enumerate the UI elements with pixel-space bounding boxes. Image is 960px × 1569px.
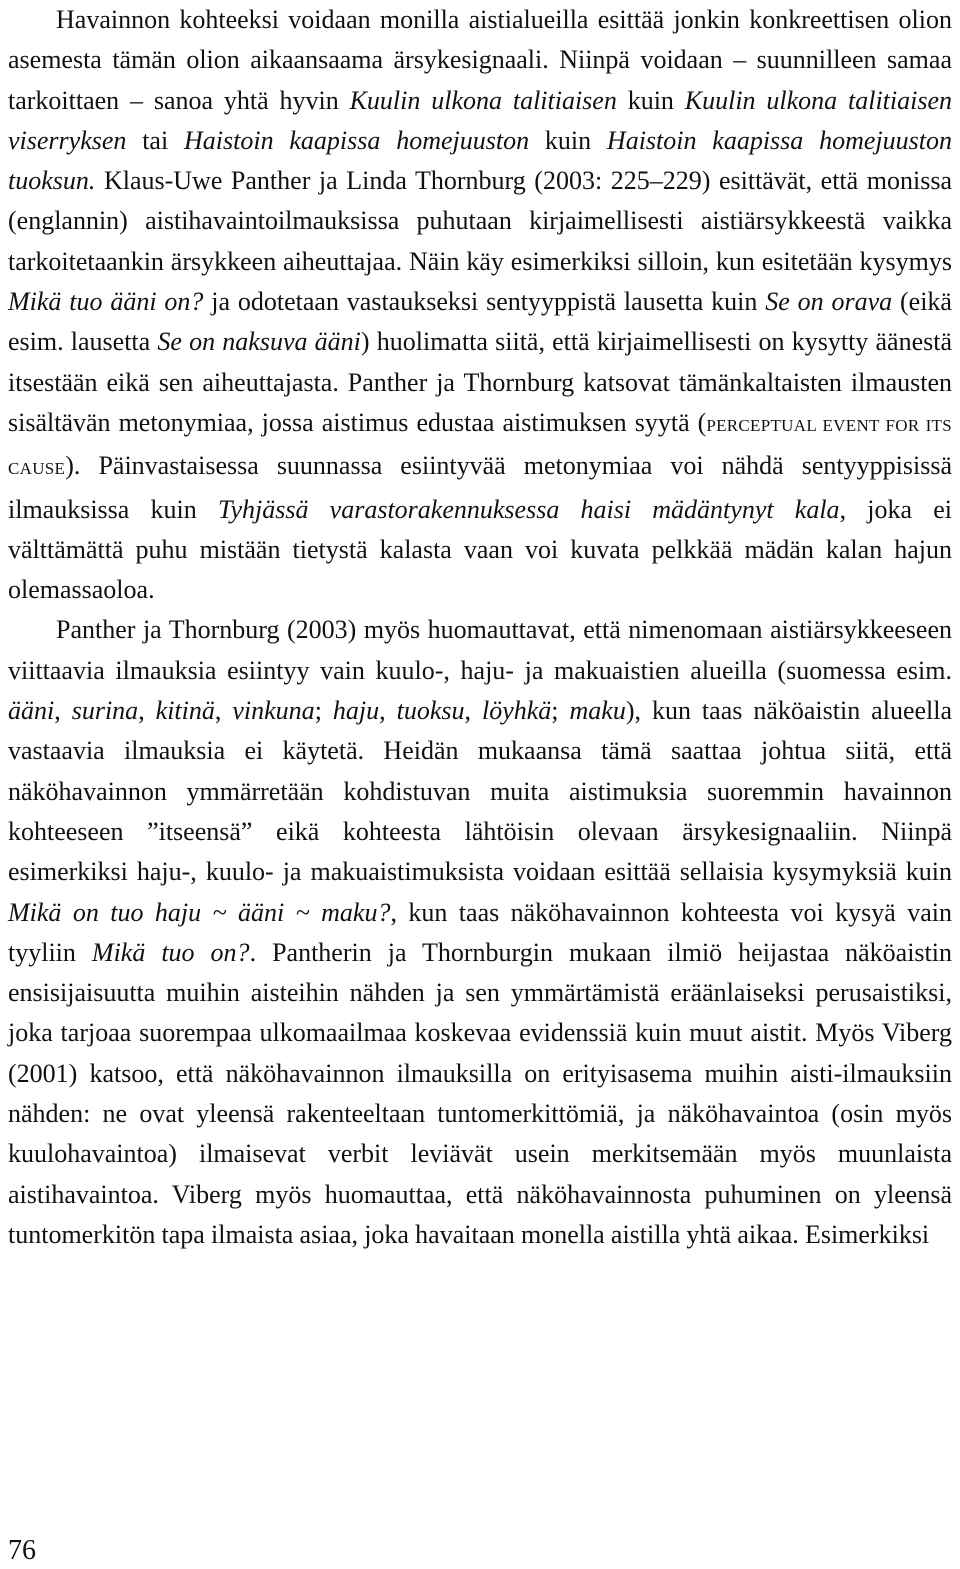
italic-text: Haistoin kaapissa homejuuston tuoksun. [8, 125, 952, 196]
text-run: , [54, 696, 72, 726]
italic-text: Se on naksuva ääni [157, 327, 361, 357]
italic-text: Se on orava [765, 287, 893, 317]
italic-text: surina [71, 696, 139, 726]
italic-text: Haistoin kaapissa homejuuston [184, 125, 530, 155]
italic-text: Mikä tuo on? [91, 937, 250, 967]
italic-text: ääni [8, 696, 55, 726]
italic-text: kitinä [155, 696, 215, 726]
text-run: , [464, 696, 482, 726]
italic-text: Mikä tuo ääni on? [8, 287, 204, 317]
italic-text: haju [332, 696, 380, 726]
small-caps-text: PERCEPTUAL EVENT FOR ITS CAUSE [8, 415, 952, 479]
text-run: , joka ei välttämättä puhu mistään tietystä kalasta vaan voi kuvata pelkkää mädän kalan hajun olemassaoloa. [8, 494, 952, 605]
italic-text: maku [569, 696, 626, 726]
text-run: (eikä esim. lausetta [8, 287, 952, 357]
paragraph-1 [8, 0, 952, 610]
text-run: ). Päinvastaisessa suunnassa esiintyvää metonymiaa voi nähdä sentyyppisissä ilmauksissa kuin [8, 451, 952, 524]
text-run: Havainnon kohteeksi voidaan monilla aistialueilla esittää jonkin konkreettisen olion asemesta tämän olion aikaansaama ärsykesignaali. Niinpä voidaan – suunnilleen samaa tarkoittaen – sanoa yhtä hyvin [8, 5, 952, 115]
italic-text: Kuulin ulkona talitiaisen [349, 85, 617, 115]
text-run: Panther ja Thornburg (2003) myös huomauttavat, että nimenomaan aistiärsykkeeseen viittaavia ilmauksia esiintyy vain kuulo-, haju- ja makuaistien alueilla (suomessa esim. [8, 615, 952, 685]
text-run: , [379, 696, 397, 726]
italic-text: Tyhjässä varastorakennuksessa haisi mädäntynyt kala [217, 494, 840, 524]
text-run: , [214, 696, 233, 726]
text-run: tai [126, 125, 185, 155]
text-run: , kun taas näköhavainnon kohteesta voi kysyä vain tyyliin [8, 897, 952, 967]
text-run: kuin [616, 85, 685, 115]
text-run: ; [314, 696, 333, 726]
paragraph-2 [8, 610, 952, 1255]
text-run: kuin [529, 125, 607, 155]
text-run: ja odotetaan vastaukseksi sentyyppistä lausetta kuin [203, 287, 766, 317]
italic-text: Kuulin ulkona talitiaisen viserryksen [8, 85, 953, 155]
page-number: 76 [8, 1535, 36, 1566]
text-run: , [138, 696, 156, 726]
italic-text: Mikä on tuo haju ~ ääni ~ maku? [8, 897, 391, 927]
text-run: ; [551, 696, 570, 726]
italic-text: tuoksu [396, 696, 465, 726]
text-run: ) huolimatta siitä, että kirjaimellisesti on kysytty äänestä itsestään eikä sen aiheuttajasta. Panther ja Thornburg katsovat tämänkaltaisten ilmausten sisältävän metonymiaa, jossa aistimus edustaa aistimuksen syytä ( [8, 327, 952, 437]
italic-text: vinkuna [232, 696, 315, 726]
text-run: ), kun taas näköaistin alueella vastaavia ilmauksia ei käytetä. Heidän mukaansa tämä saattaa johtua siitä, että näköhavainnon ymmärretään kohdistuvan muita aistimuksia suoremmin havainnon kohteeseen ”itseensä” eikä kohteesta lähtöisin olevaan ärsykesignaaliin. Niinpä esimerkiksi haju-, kuulo- ja makuaistimuksista voidaan esittää sellaisia kysymyksiä kuin [8, 696, 953, 887]
text-run: . Pantherin ja Thornburgin mukaan ilmiö heijastaa näköaistin ensisijaisuutta muihin aisteihin nähden ja sen ymmärtämistä eräänlaiseksi perusaistiksi, joka tarjoaa suorempaa ulkomaailmaa koskevaa evidenssiä kuin muut aistit. Myös Viberg (2001) katsoo, että näköhavainnon ilmauksilla on erityisasema muihin aisti-ilmauksiin nähden: ne ovat yleensä rakenteeltaan tuntomerkittömiä, ja näköhavaintoa (osin myös kuulohavaintoa) ilmaisevat verbit leviävät usein merkitsemään myös muunlaista aistihavaintoa. Viberg myös huomauttaa, että näköhavainnosta puhuminen on yleensä tuntomerkitön tapa ilmaista asiaa, joka havaitaan monella aistilla yhtä aikaa. Esimerkiksi [8, 937, 952, 1249]
text-run: Klaus-Uwe Panther ja Linda Thornburg (2003: 225–229) esittävät, että monissa (englannin) aistihavaintoilmauksissa puhutaan kirjaimellisesti aistiärsykkeestä vaikka tarkoitetaankin ärsykkeen aiheuttajaa. Näin käy esimerkiksi silloin, kun esitetään kysymys [8, 166, 952, 276]
document-page [8, 0, 952, 1255]
italic-text: löyhkä [481, 696, 552, 726]
